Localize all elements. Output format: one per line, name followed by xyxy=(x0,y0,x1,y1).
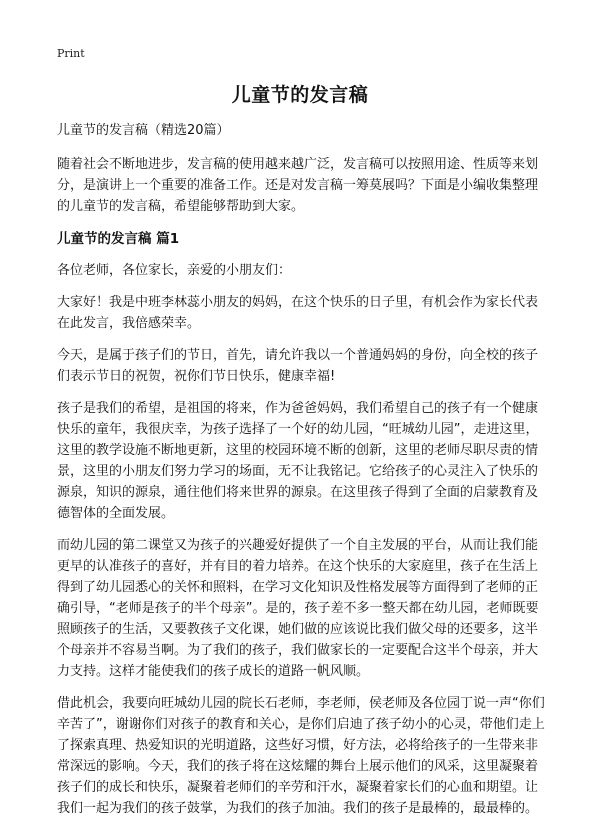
speech-paragraph: 各位老师，各位家长，亲爱的小朋友们： xyxy=(57,263,292,278)
speech-paragraph: 大家好！我是中班李林蕊小朋友的妈妈，在这个快乐的日子里，有机会作为家长代表在此发言，我倍感荣幸。 xyxy=(57,295,539,331)
section-heading: 儿童节的发言稿 篇1 xyxy=(57,231,180,247)
page-title: 儿童节的发言稿 xyxy=(231,84,369,106)
article-subtitle: 儿童节的发言稿（精选20篇） xyxy=(57,123,230,138)
print-link[interactable]: Print xyxy=(57,47,85,60)
speech-paragraph: 借此机会，我要向旺城幼儿园的院长石老师，李老师，侯老师及各位园丁说一声“你们辛苦了”，谢谢你们对孩子的教育和关心，是你们启迪了孩子幼小的心灵，带他们走上了探索真理、热爱知识的光明道路，这些好习惯，好方法，必将给孩子的一生带来非常深远的影响。今天，我们的孩子将在这炫耀的舞台上展示他们的风采，这里凝聚着孩子们的成长和快乐，凝聚着老师们的辛劳和汗水，凝聚着家长们的心血和期望。让我们一起为我们的孩子鼓掌，为我们的孩子加油。我们的孩子是最棒的，最最棒的。 xyxy=(57,696,545,816)
intro-paragraph: 随着社会不断地进步，发言稿的使用越来越广泛，发言稿可以按照用途、性质等来划分，是演讲上一个重要的准备工作。还是对发言稿一筹莫展吗？下面是小编收集整理的儿童节的发言稿，希望能够帮助到大家。 xyxy=(57,157,539,214)
speech-paragraph: 今天，是属于孩子们的节日，首先，请允许我以一个普通妈妈的身份，向全校的孩子们表示节日的祝贺，祝你们节日快乐，健康幸福! xyxy=(57,348,539,384)
article-body xyxy=(57,120,547,819)
speech-paragraph: 孩子是我们的希望，是祖国的将来，作为爸爸妈妈，我们希望自己的孩子有一个健康快乐的童年，我很庆幸，为孩子选择了一个好的幼儿园，“旺城幼儿园”，走进这里，这里的教学设施不断地更新，这里的校园环境不断的创新，这里的老师尽职尽责的情景，这里的小朋友们努力学习的场面，无不让我铭记。它给孩子的心灵注入了快乐的源泉，知识的源泉，通往他们将来世界的源泉。在这里孩子得到了全面的启蒙教育及德智体的全面发展。 xyxy=(57,401,539,521)
speech-paragraph: 而幼儿园的第二课堂又为孩子的兴趣爱好提供了一个自主发展的平台，从而让我们能更早的认准孩子的喜好，并有目的着力培养。在这个快乐的大家庭里，孩子在生活上得到了幼儿园悉心的关怀和照料，在学习文化知识及性格发展等方面得到了老师的正确引导，“老师是孩子的半个母亲”。是的，孩子差不多一整天都在幼儿园，老师既要照顾孩子的生活，又要教孩子文化课，她们做的应该说比我们做父母的还要多，这半个母亲并不容易当啊。为了我们的孩子，我们做家长的一定要配合这半个母亲，并大力支持。这样才能使我们的孩子成长的道路一帆风顺。 xyxy=(57,538,539,679)
